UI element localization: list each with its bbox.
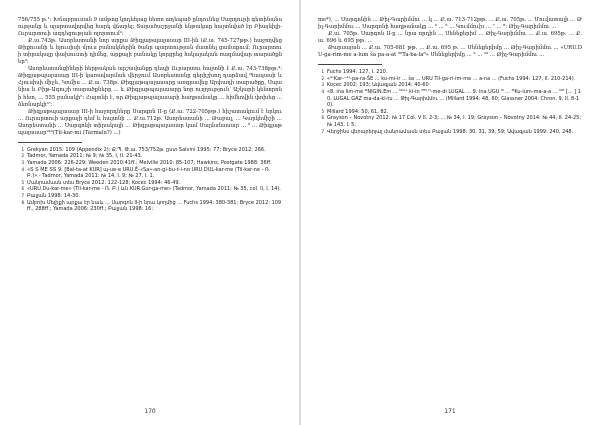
footnote-text: Tadmor, Yamada 2011: № 9; № 35, I, II. 21-43.: [27, 153, 143, 160]
footnote-number: 2: [21, 153, 24, 159]
footnote: [18, 167, 282, 180]
left-body-text: [18, 17, 282, 137]
page-number-left: 170: [144, 408, 156, 415]
left-paragraph: Թիգլաթպալասար III-ի հաջորդները Սարգոն II-ը (Ք.ա. 722-705թթ.) հիշատակում է երկու ... Ուրարտուի արքայի դեմ և հայտնի ... Ք.ա.712թ. Ասորեստանի ... Թաբալ, ... Կարկեմիշի ... Ասորեստանի ... Սարգոնի տիրակալի ... Թիգլաթպալասար կամ Սալմանասար ... ⁸ ... Թիգլաթպալասար⁹¹⁰(Til-kar-mi (Tarmalu?) ...): [18, 108, 282, 136]
left-paragraph: Ասորեստանցիների հերթական արշավանքը դեպի Ուրարտու հայտնի է Ք.ա. 743-738թթ.⁴: Թիգլաթպալասար III-ի կառավարման վերջում Ասորեստանը գերիշխող դարձավ Պապասի և Հյուսիսի միջև, Կոմիս ... Ք.ա. 738թ. Թիգլաթպալասարը առգրավեց Արփադի տարածքը, Սպանիա և Բիթ-Ագուշի տարածքները ... և Թիգլաթպալասարը նոր ուղղություն՝ Աշկարի կենտրոնի հետ, ... 555 բանակի⁵: Հայտնի է, որ Թիգլաթպալասարի հաղթանակը ... հիմնովին փոխեց ... ձեռնարկի⁶⁷:: [18, 66, 282, 108]
footnote-number: 7: [321, 128, 324, 134]
footnote-text: Yamada 2006: 226-229; Weeden 2010:41ff.; Melville 2010: 85-107; Hawkins, Postgate 1988: 36ff.: [27, 159, 272, 166]
footnote-number: 1: [21, 146, 24, 152]
footnote-text: «8. ina lim-me ᴹNIGIN.Em ... ᴹᵘᴸᴸ ki-in ᴹᴹ ᴴ-me-di LUGAL ... 9. ina UGU ᴹ ... ᴹKu-lum-ma-a-a ... ᴹᴴ [... ] 10. LUGAL GAZ ma-da-ki-tu ... Թիլ-Գարիմմու ... (Millard 1994: 48, 60; Glassner 2004: Chron. 9, II. 8-10).: [327, 89, 581, 109]
footnote-number: 2: [321, 75, 324, 81]
left-paragraph: 756/755 թ.¹: Խճաբրուսան 9 ամթոց կոդեհյաց հետո ադեպած ընդունեց Սարդուրի գետինանսությանը և պարտավորվեց հարկ վճարել: Տարածաշրջանի ենթակաը հայտնված էր Բիայնիլի-Ուրարտուի ազդեցության ոլորտում²:: [18, 17, 282, 38]
footnote: [18, 186, 282, 193]
left-footnote-rule: [18, 142, 82, 143]
footnote-number: 8: [21, 199, 24, 205]
footnote-number: 1: [321, 69, 324, 75]
footnote: [18, 193, 282, 200]
left-paragraph: Ք.ա.743թ. Ասորեստանի նոր արքա Թիգլաթպալասար III-ին (Ք.ա. 745-727թթ.) հաջողվեց Թիքուանի և հյուսիսի մյուս բանակներին ծանր պարտության մատնել ցամաքում: Ուրարտուի տիրակալը փախուստի դիմեց, արքայի բանակը կորցրեց հսկայական ռազմավար տարածքներ³:: [18, 38, 282, 66]
footnote-number: 5: [21, 179, 24, 185]
footnote: [18, 147, 282, 154]
footnote-text: «Տ Տ ME ՏՏ 9. [Bal-ta-at KUR] պ-ue-e URU.Ê-«Sa»-an-gi-bu-t-i-no URU.DUL-kar-me (Til-kar-ne - Ռ. Բ.)» - Tadmor, Yamada 2011: № 14, I. 9; № 27, I. 1.: [27, 166, 271, 180]
right-paragraph: me*), ... Սարգոնին ... Թիլ-Գարիմմու ... կ ... Ք.ա. 713-712թթ. ... Ք.ա. 705թ. ... Մուվատալի ... Թիլ-Գարիմմու ... Սարգոնի հաղթանակը ... ⁵ ... ⁶ ... Կումմուխ ... ⁷ ... ⁸: Թիլ-Գարիմմու ...: [318, 17, 582, 31]
footnote: [18, 200, 282, 213]
footnote-text: Grayson – Novotny 2012: № 17 Col. V II. 2-3; ... № 34, I. 19; Grayson – Novotny 2014: № 44, II. 24-25; № 143, I. 5.: [327, 115, 582, 129]
footnote: [318, 69, 582, 76]
right-page: [300, 0, 600, 425]
footnote: [318, 76, 582, 83]
footnote-number: 3: [21, 159, 24, 165]
footnote-number: 4: [321, 89, 324, 95]
footnote-number: 6: [21, 186, 24, 192]
footnote-number: 4: [21, 166, 24, 172]
footnote: [318, 109, 582, 116]
footnote-number: 7: [21, 192, 24, 198]
footnote-text: Ամբոխ Մելիքի արքա էր նաև ... Սարգոն II-ի նրա կողմից ... Fuchs 1994: 380-381; Bryce 2012: 109ff., 288ff.; Yamada 2006: 230ff.; Բալյան 1998: 16:: [27, 199, 282, 213]
footnote: [318, 129, 582, 136]
footnote-text: Մանրամասն տես Bryce 2012: 122-128; Kocec 1994: 46-49.: [27, 179, 181, 186]
right-footnotes: [318, 69, 582, 135]
left-footnotes: [18, 147, 282, 213]
right-paragraph: Ք.ա. 705թ. Սարգոն II-ը ... նրա որդին ... Սենեքերիմ ... Թիլ-Գարիմմու ... Ք.ա. 695թ. ... Ք.ա. 696 և 695 թթ. ...: [318, 31, 582, 45]
footnote: [18, 180, 282, 187]
footnote-text: Fuchs 1994: 127, I. 210.: [327, 69, 388, 76]
footnote-text: Grekyan 2015: 109 (Appendix 2); Ք.Պ. Թ.ա. 753/752թ. ըստ Salvini 1995: 77; Bryce 2012: 266.: [27, 146, 266, 153]
footnote: [318, 115, 582, 128]
footnote: [318, 82, 582, 89]
footnote: [18, 160, 282, 167]
footnote-number: 3: [321, 82, 324, 88]
footnote-number: 6: [321, 115, 324, 121]
footnote-text: Վերջինս վերաբերյալ մանրամասն տես Բալյան 1998: 30, 31, 39, 59; Ավագյան 1999: 240, 248.: [327, 128, 574, 135]
footnote: [18, 153, 282, 160]
footnote-number: 5: [321, 108, 324, 114]
footnote-text: Millard 1994: 50, 61, 82.: [327, 108, 389, 115]
footnote-text: Kocec 2002: 193; Ավագյան 2014: 40-60: [327, 82, 429, 89]
footnote-text: «ᵃˢKar-⁻ᵃˢ-pa-ra-ŠE ... ku-mi-ir ... ša ... URU Til-ga-ri-im-me ... a-na ... (Fuchs 1994: 127, II. 210-214).: [327, 75, 576, 82]
footnote-text: Բալյան 1998: 14-30.: [27, 192, 80, 199]
right-body-text: [318, 17, 582, 59]
footnote: [318, 89, 582, 109]
page-number-right: 171: [444, 408, 456, 415]
footnote-text: «URU.Du-kar-me» (Til-kar-me - Ռ. Բ.) ևն KUR.Gur-ga-me» (Tadmor, Yamada 2011: № 35, col. II, I. 14).: [27, 186, 281, 193]
right-footnote-rule: [318, 64, 382, 65]
right-paragraph: Թարսայան ... Ք.ա. 705-681 թթ. ... Ք.ա. 695 թ. ... Սենեքերիմը ... Թիլ-Գարիմմու ... «URU.DU-ga-rim-me a-lum ša pa-a-at ⁶⁶Ta-ba-la⁶» Սենեքերիմը ... ⁹ ... ¹⁰ ... Թիլ-Գարիմմու ...: [318, 45, 582, 59]
